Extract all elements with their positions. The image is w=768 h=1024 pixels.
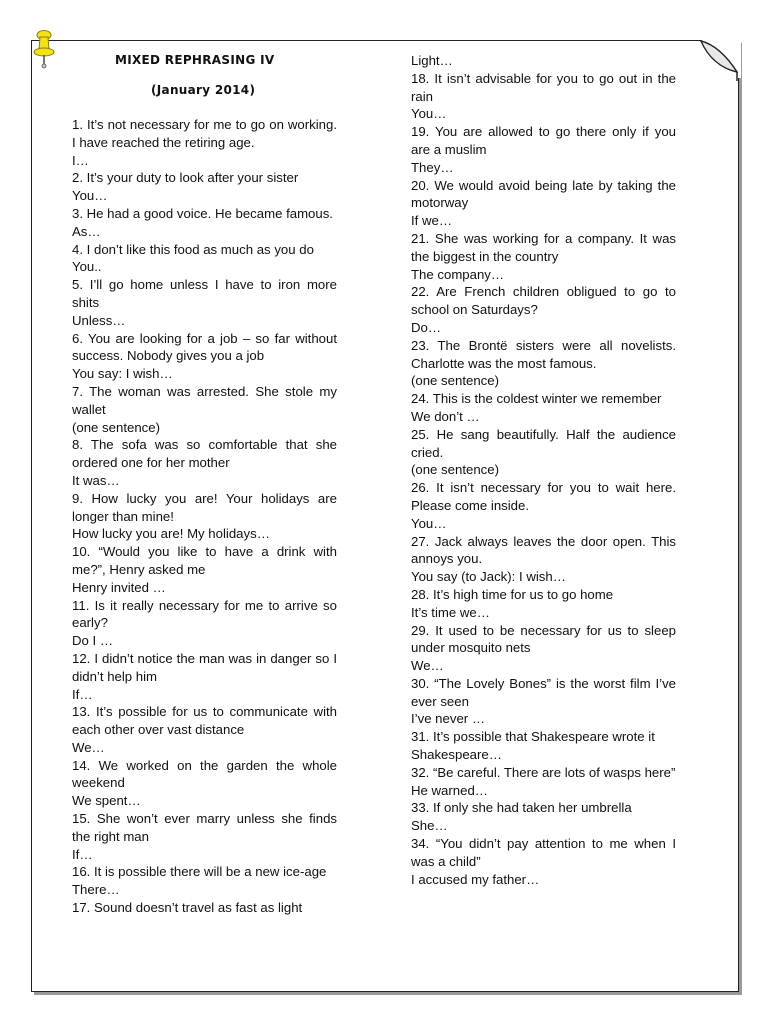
exercise-line: 31. It’s possible that Shakespeare wrote it bbox=[411, 729, 655, 745]
exercise-line: 10. “Would you like to have a drink with me?”, Henry asked me bbox=[72, 544, 337, 577]
exercise-line: Light… bbox=[411, 53, 453, 68]
exercise-line: 21. She was working for a company. It was the biggest in the country bbox=[411, 230, 676, 264]
exercise-line: 13. It’s possible for us to communicate with each other over vast distance bbox=[72, 704, 337, 738]
exercise-line: 17. Sound doesn’t travel as fast as light bbox=[72, 900, 303, 916]
exercise-line: Do… bbox=[411, 319, 442, 335]
exercise-line: 9. How lucky you are! Your holidays are longer than mine! bbox=[72, 490, 337, 524]
pushpin-icon bbox=[30, 28, 58, 72]
exercise-line: 2. It’s your duty to look after your sister bbox=[72, 170, 299, 186]
exercise-line: If… bbox=[72, 686, 93, 702]
exercise-line: As… bbox=[72, 223, 101, 239]
exercise-line: We spent… bbox=[72, 793, 141, 809]
exercise-line: I accused my father… bbox=[411, 871, 540, 887]
exercise-line: You… bbox=[411, 515, 447, 531]
exercise-line: 18. It isn’t advisable for you to go out in the rain bbox=[411, 70, 676, 104]
exercise-line: Shakespeare… bbox=[411, 747, 502, 763]
exercise-line: 5. I’ll go home unless I have to iron more shits bbox=[72, 277, 337, 310]
exercise-line: I… bbox=[72, 152, 89, 168]
exercise-line: You.. bbox=[72, 259, 102, 275]
exercise-line: If… bbox=[72, 846, 93, 862]
exercise-line: 3. He had a good voice. He became famous. bbox=[72, 205, 333, 221]
exercise-line: If we… bbox=[411, 213, 453, 229]
exercise-line: It was… bbox=[72, 472, 120, 488]
exercise-line: You… bbox=[411, 106, 447, 122]
exercise-line: 29. It used to be necessary for us to sleep under mosquito nets bbox=[411, 622, 676, 656]
exercise-line: 12. I didn’t notice the man was in danger so I didn’t help him bbox=[72, 650, 337, 684]
exercise-line: Unless… bbox=[72, 312, 126, 328]
exercise-line: 22. Are French children obligued to go to school on Saturdays? bbox=[411, 284, 676, 318]
exercise-line: They… bbox=[411, 159, 454, 175]
exercise-line: We… bbox=[411, 658, 444, 674]
left-exercise-column bbox=[72, 116, 337, 917]
exercise-line: 4. I don’t like this food as much as you do bbox=[72, 241, 314, 257]
exercise-line: 7. The woman was arrested. She stole my wallet bbox=[72, 383, 337, 417]
exercise-line: It’s time we… bbox=[411, 604, 490, 620]
exercise-line: 20. We would avoid being late by taking the motorway bbox=[411, 177, 676, 211]
exercise-line: 11. Is it really necessary for me to arrive so early? bbox=[72, 597, 337, 631]
exercise-line: I’ve never … bbox=[411, 711, 486, 727]
exercise-line: 34. “You didn’t pay attention to me when I was a child” bbox=[411, 836, 676, 869]
exercise-line: We… bbox=[72, 739, 105, 755]
exercise-line: 33. If only she had taken her umbrella bbox=[411, 800, 632, 816]
exercise-line: 32. “Be careful. There are lots of wasps here” bbox=[411, 764, 676, 780]
exercise-line: 15. She won’t ever marry unless she finds the right man bbox=[72, 811, 337, 844]
right-exercise-column bbox=[411, 52, 676, 888]
exercise-line: 6. You are looking for a job – so far without success. Nobody gives you a job bbox=[72, 330, 337, 364]
exercise-line: 26. It isn’t necessary for you to wait here. Please come inside. bbox=[411, 480, 676, 513]
exercise-line: 1. It’s not necessary for me to go on working. I have reached the retiring age. bbox=[72, 117, 337, 150]
exercise-line: (one sentence) bbox=[72, 419, 160, 435]
page-curl-icon bbox=[700, 40, 740, 82]
exercise-line: 14. We worked on the garden the whole weekend bbox=[72, 757, 337, 791]
exercise-line: 28. It’s high time for us to go home bbox=[411, 586, 614, 602]
exercise-line: 19. You are allowed to go there only if you are a muslim bbox=[411, 124, 676, 157]
exercise-line: How lucky you are! My holidays… bbox=[72, 526, 270, 542]
worksheet-subtitle: (January 2014) bbox=[151, 83, 256, 97]
exercise-line: You say (to Jack): I wish… bbox=[411, 569, 566, 585]
exercise-line: There… bbox=[72, 882, 120, 898]
exercise-line: (one sentence) bbox=[411, 462, 499, 478]
worksheet-title: MIXED REPHRASING IV bbox=[115, 53, 275, 67]
exercise-line: We don’t … bbox=[411, 408, 480, 424]
exercise-line: 25. He sang beautifully. Half the audience cried. bbox=[411, 426, 676, 460]
exercise-line: Henry invited … bbox=[72, 579, 166, 595]
exercise-line: 23. The Brontë sisters were all novelists. Charlotte was the most famous. bbox=[411, 337, 676, 371]
exercise-line: You… bbox=[72, 188, 108, 204]
exercise-line: 27. Jack always leaves the door open. This annoys you. bbox=[411, 533, 676, 567]
exercise-line: (one sentence) bbox=[411, 373, 499, 389]
exercise-line: 8. The sofa was so comfortable that she ordered one for her mother bbox=[72, 437, 337, 471]
exercise-line: You say: I wish… bbox=[72, 366, 173, 382]
exercise-line: Do I … bbox=[72, 633, 114, 649]
exercise-line: 24. This is the coldest winter we remember bbox=[411, 391, 662, 407]
exercise-line: 16. It is possible there will be a new ice-age bbox=[72, 864, 327, 880]
exercise-line: She… bbox=[411, 818, 448, 834]
exercise-line: He warned… bbox=[411, 782, 488, 798]
exercise-line: 30. “The Lovely Bones” is the worst film I’ve ever seen bbox=[411, 675, 676, 709]
exercise-line: The company… bbox=[411, 266, 505, 282]
